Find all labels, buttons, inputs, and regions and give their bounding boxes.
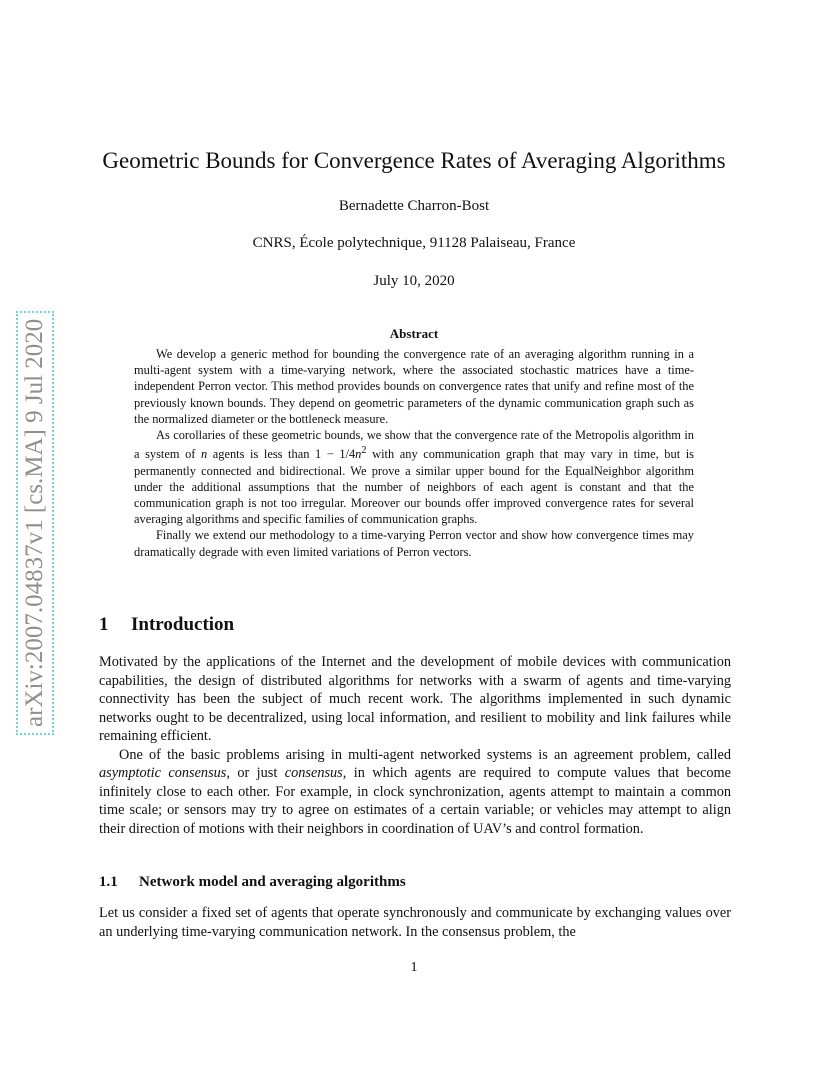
author-name: Bernadette Charron-Bost <box>338 198 490 214</box>
section-number: 1 <box>99 614 109 635</box>
network-model-body <box>99 904 731 941</box>
abstract-paragraph: As corollaries of these geometric bounds, we show that the convergence rate of the Metropolis algorithm in a system of n agents is less than $1 - 1/4n^2$ with any communication graph that may vary in time, but is permanently connected and bidirectional. We prove a similar upper bound for the EqualNeighbor algorithm under the additional assumptions that the number of neighbors of each agent is constant and that the communication graph is not too irregular. Moreover our bounds offer improved convergence rates for several averaging algorithms and specific families of communication graphs. <box>134 428 694 527</box>
abstract-paragraph: Finally we extend our methodology to a time-varying Perron vector and show how convergence times may dramatically degrade with even limited variations of Perron vectors. <box>134 528 694 559</box>
introduction-body <box>99 653 731 838</box>
body-paragraph: Let us consider a fixed set of agents that operate synchronously and communicate by exchanging values over an underlying time-varying communication network. In the consensus problem, the <box>99 905 731 940</box>
subsection-number: 1.1 <box>99 874 118 890</box>
subsection-title: Network model and averaging algorithms <box>139 874 406 890</box>
section-title: Introduction <box>131 614 235 635</box>
abstract-body <box>134 346 694 560</box>
abstract-paragraph: We develop a generic method for bounding the convergence rate of an averaging algorithm running in a multi-agent system with a time-varying network, where the associated stochastic matrices have a time-independent Perron vector. This method provides bounds on convergence rates that unify and refine most of the previously known bounds. They depend on geometric parameters of the dynamic communication graph such as the normalized diameter or the bottleneck measure. <box>134 347 694 426</box>
author-affiliation: CNRS, École polytechnique, 91128 Palaiseau, France <box>252 235 576 251</box>
subsection-heading <box>99 874 406 891</box>
body-paragraph: Motivated by the applications of the Internet and the development of mobile devices with communication capabilities, the design of distributed algorithms for networks with a swarm of agents and time-varying connectivity has been the subject of much recent work. The algorithms implemented in such dynamic networks ought to be decentralized, using local information, and resilient to mobility and link failures while remaining efficient. <box>99 654 731 744</box>
section-heading <box>99 614 234 636</box>
paper-title: Geometric Bounds for Convergence Rates of Averaging Algorithms <box>102 148 726 173</box>
arxiv-stamp: arXiv:2007.04837v1 [cs.MA] 9 Jul 2020 <box>16 311 54 735</box>
abstract-heading: Abstract <box>389 326 439 341</box>
body-paragraph: One of the basic problems arising in multi-agent networked systems is an agreement problem, called asymptotic consensus, or just consensus, in which agents are required to compute values that become infinitely close to each other. For example, in clock synchronization, agents attempt to maintain a common time scale; or sensors may try to agree on estimates of a certain variable; or vehicles may attempt to align their direction of motions with their neighbors in coordination of UAV’s and control formation. <box>99 746 731 837</box>
paper-date: July 10, 2020 <box>373 273 455 289</box>
page-number: 1 <box>410 960 418 975</box>
